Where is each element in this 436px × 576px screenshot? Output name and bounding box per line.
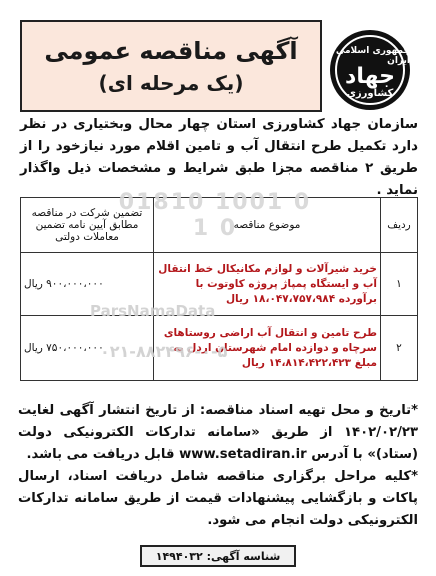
logo-ring bbox=[335, 35, 405, 105]
row-guarantee: ۹۰۰،۰۰۰،۰۰۰ ریال bbox=[21, 253, 154, 316]
logo-bottom-text: کشاورزی bbox=[346, 87, 394, 99]
table-header-row bbox=[21, 198, 418, 253]
row-subject: طرح تامین و انتقال آب اراضی روستاهای سرچاه و دوازده امام شهرستان اردل به مبلغ ۱۴،۸۱۴،۴۲۲،۴۲۳ ریال bbox=[154, 316, 381, 381]
notice-title: آگهی مناقصه عمومی bbox=[44, 37, 298, 65]
note-process: *کلیه مراحل برگزاری مناقصه شامل دریافت اسناد، ارسال پاکات و بازگشایی پیشنهادات قیمت از طریق سامانه تدارکات الکترونیکی دولت انجام می شود. bbox=[18, 469, 418, 528]
intro-paragraph: سازمان جهاد کشاورزی استان چهار محال وبختیاری در نظر دارد تکمیل طرح انتقال آب و تامین اقلام مورد نیازخود را از طریق ۲ مناقصه مجزا طبق شرایط و مشخصات ذیل واگذار نماید . bbox=[20, 117, 418, 198]
row-number: ۱ bbox=[381, 253, 418, 316]
table-row bbox=[21, 316, 418, 381]
note-document-date bbox=[18, 400, 418, 466]
watermark-brand: ParsNamaData bbox=[90, 302, 216, 320]
note1-tail: قابل دریافت می باشد. bbox=[26, 447, 175, 462]
row-guarantee: ۷۵۰،۰۰۰،۰۰۰ ریال bbox=[21, 316, 154, 381]
watermark-phone: ۰۲۱-۸۸۲۴۹۶-۰-۵ bbox=[100, 342, 228, 361]
header-subject: موضوع مناقصه bbox=[154, 198, 381, 253]
notes-section bbox=[18, 400, 418, 532]
logo-top-text: جمهوری اسلامی ایران bbox=[335, 45, 410, 66]
logo-main-text: جهاد bbox=[345, 63, 395, 89]
tender-table bbox=[20, 197, 418, 381]
jahad-keshavarzi-logo bbox=[330, 30, 410, 110]
setad-website-link[interactable]: www.setadiran.ir bbox=[179, 447, 307, 462]
ad-code-box: شناسه آگهی: ۱۴۹۴۰۳۲ bbox=[140, 545, 296, 567]
watermark-digits: 01810 1001 0 1 0 bbox=[118, 190, 312, 241]
header-row-number: ردیف bbox=[381, 198, 418, 253]
notice-subtitle: (یک مرحله ای) bbox=[98, 71, 244, 95]
title-box bbox=[20, 20, 322, 112]
row-number: ۲ bbox=[381, 316, 418, 381]
row-subject: خرید شیرآلات و لوازم مکانیکال خط انتقال آب و ایستگاه پمپاژ پروژه کاوتوت با برآورده ۱۸،۰۴۷،۷۵۷،۹۸۴ ریال bbox=[154, 253, 381, 316]
table-row bbox=[21, 253, 418, 316]
header-guarantee: تضمین شرکت در مناقصه مطابق آیین نامه تضمین معاملات دولتی bbox=[21, 198, 154, 253]
note1-text: *تاریخ و محل تهیه اسناد مناقصه: از تاریخ انتشار آگهی لغایت ۱۴۰۲/۰۲/۲۳ از طریق «سامانه تدارکات الکترونیکی دولت (ستاد)» با آدرس bbox=[18, 403, 418, 462]
